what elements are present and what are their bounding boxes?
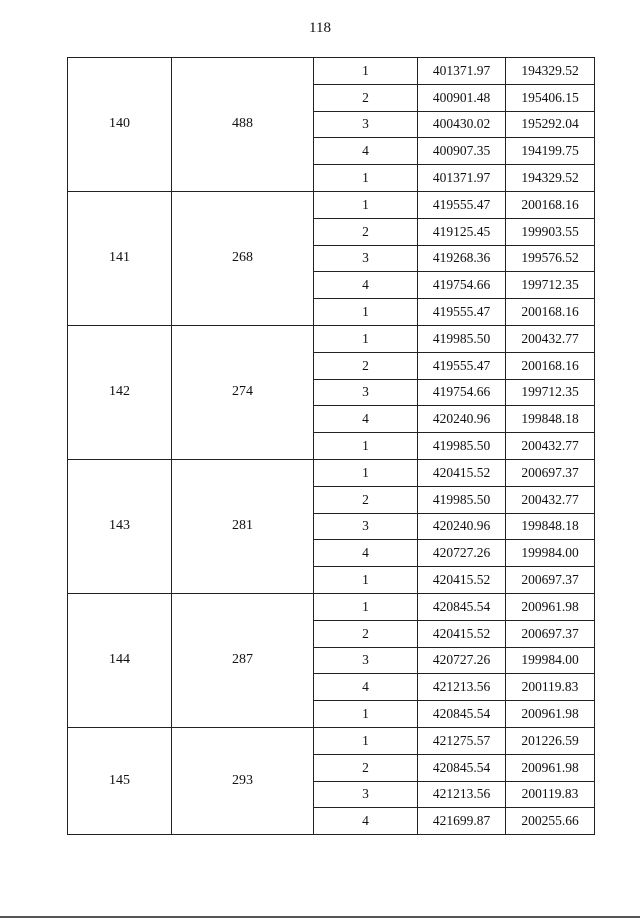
y-coordinate-cell: 200255.66 <box>506 808 595 835</box>
coordinates-table-body <box>68 58 595 835</box>
point-number-cell: 2 <box>314 754 418 781</box>
x-coordinate-cell: 419555.47 <box>418 191 506 218</box>
x-coordinate-cell: 419125.45 <box>418 218 506 245</box>
plot-number-cell: 142 <box>68 325 172 459</box>
table-row <box>68 727 595 754</box>
y-coordinate-cell: 199903.55 <box>506 218 595 245</box>
plot-number-cell: 145 <box>68 727 172 834</box>
y-coordinate-cell: 200168.16 <box>506 299 595 326</box>
x-coordinate-cell: 420415.52 <box>418 459 506 486</box>
table-row <box>68 459 595 486</box>
table-row <box>68 58 595 85</box>
point-number-cell: 1 <box>314 593 418 620</box>
y-coordinate-cell: 199712.35 <box>506 272 595 299</box>
x-coordinate-cell: 419985.50 <box>418 325 506 352</box>
y-coordinate-cell: 199984.00 <box>506 540 595 567</box>
area-cell: 274 <box>172 325 314 459</box>
x-coordinate-cell: 419754.66 <box>418 379 506 406</box>
y-coordinate-cell: 199848.18 <box>506 513 595 540</box>
point-number-cell: 4 <box>314 808 418 835</box>
point-number-cell: 3 <box>314 111 418 138</box>
x-coordinate-cell: 421275.57 <box>418 727 506 754</box>
table-row <box>68 325 595 352</box>
x-coordinate-cell: 420415.52 <box>418 567 506 594</box>
point-number-cell: 1 <box>314 567 418 594</box>
point-number-cell: 3 <box>314 245 418 272</box>
x-coordinate-cell: 421213.56 <box>418 674 506 701</box>
area-cell: 488 <box>172 58 314 192</box>
y-coordinate-cell: 200432.77 <box>506 486 595 513</box>
y-coordinate-cell: 200697.37 <box>506 459 595 486</box>
plot-number-cell: 140 <box>68 58 172 192</box>
y-coordinate-cell: 200432.77 <box>506 325 595 352</box>
page-number: 118 <box>309 20 331 36</box>
x-coordinate-cell: 420727.26 <box>418 540 506 567</box>
area-cell: 287 <box>172 593 314 727</box>
x-coordinate-cell: 421699.87 <box>418 808 506 835</box>
y-coordinate-cell: 194199.75 <box>506 138 595 165</box>
y-coordinate-cell: 200119.83 <box>506 674 595 701</box>
x-coordinate-cell: 420845.54 <box>418 701 506 728</box>
point-number-cell: 2 <box>314 620 418 647</box>
y-coordinate-cell: 200961.98 <box>506 701 595 728</box>
table-row <box>68 191 595 218</box>
area-cell: 268 <box>172 191 314 325</box>
area-cell: 281 <box>172 459 314 593</box>
plot-number-cell: 143 <box>68 459 172 593</box>
x-coordinate-cell: 401371.97 <box>418 165 506 192</box>
point-number-cell: 1 <box>314 727 418 754</box>
point-number-cell: 2 <box>314 486 418 513</box>
y-coordinate-cell: 199576.52 <box>506 245 595 272</box>
point-number-cell: 3 <box>314 379 418 406</box>
x-coordinate-cell: 420240.96 <box>418 406 506 433</box>
point-number-cell: 1 <box>314 459 418 486</box>
x-coordinate-cell: 420415.52 <box>418 620 506 647</box>
y-coordinate-cell: 199848.18 <box>506 406 595 433</box>
x-coordinate-cell: 421213.56 <box>418 781 506 808</box>
point-number-cell: 3 <box>314 647 418 674</box>
point-number-cell: 2 <box>314 218 418 245</box>
y-coordinate-cell: 194329.52 <box>506 58 595 85</box>
point-number-cell: 1 <box>314 433 418 460</box>
point-number-cell: 1 <box>314 299 418 326</box>
y-coordinate-cell: 200961.98 <box>506 754 595 781</box>
y-coordinate-cell: 199712.35 <box>506 379 595 406</box>
plot-number-cell: 144 <box>68 593 172 727</box>
y-coordinate-cell: 199984.00 <box>506 647 595 674</box>
point-number-cell: 3 <box>314 513 418 540</box>
x-coordinate-cell: 400430.02 <box>418 111 506 138</box>
x-coordinate-cell: 419555.47 <box>418 299 506 326</box>
y-coordinate-cell: 195406.15 <box>506 84 595 111</box>
y-coordinate-cell: 194329.52 <box>506 165 595 192</box>
y-coordinate-cell: 200697.37 <box>506 567 595 594</box>
x-coordinate-cell: 419754.66 <box>418 272 506 299</box>
x-coordinate-cell: 400901.48 <box>418 84 506 111</box>
x-coordinate-cell: 419268.36 <box>418 245 506 272</box>
point-number-cell: 1 <box>314 325 418 352</box>
x-coordinate-cell: 419985.50 <box>418 486 506 513</box>
point-number-cell: 1 <box>314 165 418 192</box>
y-coordinate-cell: 195292.04 <box>506 111 595 138</box>
table-row <box>68 593 595 620</box>
point-number-cell: 4 <box>314 674 418 701</box>
point-number-cell: 4 <box>314 406 418 433</box>
x-coordinate-cell: 420845.54 <box>418 754 506 781</box>
point-number-cell: 2 <box>314 84 418 111</box>
point-number-cell: 2 <box>314 352 418 379</box>
point-number-cell: 1 <box>314 701 418 728</box>
y-coordinate-cell: 200168.16 <box>506 352 595 379</box>
x-coordinate-cell: 419555.47 <box>418 352 506 379</box>
point-number-cell: 1 <box>314 58 418 85</box>
y-coordinate-cell: 200119.83 <box>506 781 595 808</box>
x-coordinate-cell: 400907.35 <box>418 138 506 165</box>
x-coordinate-cell: 419985.50 <box>418 433 506 460</box>
x-coordinate-cell: 401371.97 <box>418 58 506 85</box>
point-number-cell: 4 <box>314 540 418 567</box>
y-coordinate-cell: 200168.16 <box>506 191 595 218</box>
plot-number-cell: 141 <box>68 191 172 325</box>
y-coordinate-cell: 200961.98 <box>506 593 595 620</box>
y-coordinate-cell: 201226.59 <box>506 727 595 754</box>
x-coordinate-cell: 420240.96 <box>418 513 506 540</box>
coordinates-table <box>67 57 595 835</box>
point-number-cell: 3 <box>314 781 418 808</box>
point-number-cell: 1 <box>314 191 418 218</box>
point-number-cell: 4 <box>314 272 418 299</box>
area-cell: 293 <box>172 727 314 834</box>
y-coordinate-cell: 200432.77 <box>506 433 595 460</box>
x-coordinate-cell: 420845.54 <box>418 593 506 620</box>
x-coordinate-cell: 420727.26 <box>418 647 506 674</box>
y-coordinate-cell: 200697.37 <box>506 620 595 647</box>
point-number-cell: 4 <box>314 138 418 165</box>
